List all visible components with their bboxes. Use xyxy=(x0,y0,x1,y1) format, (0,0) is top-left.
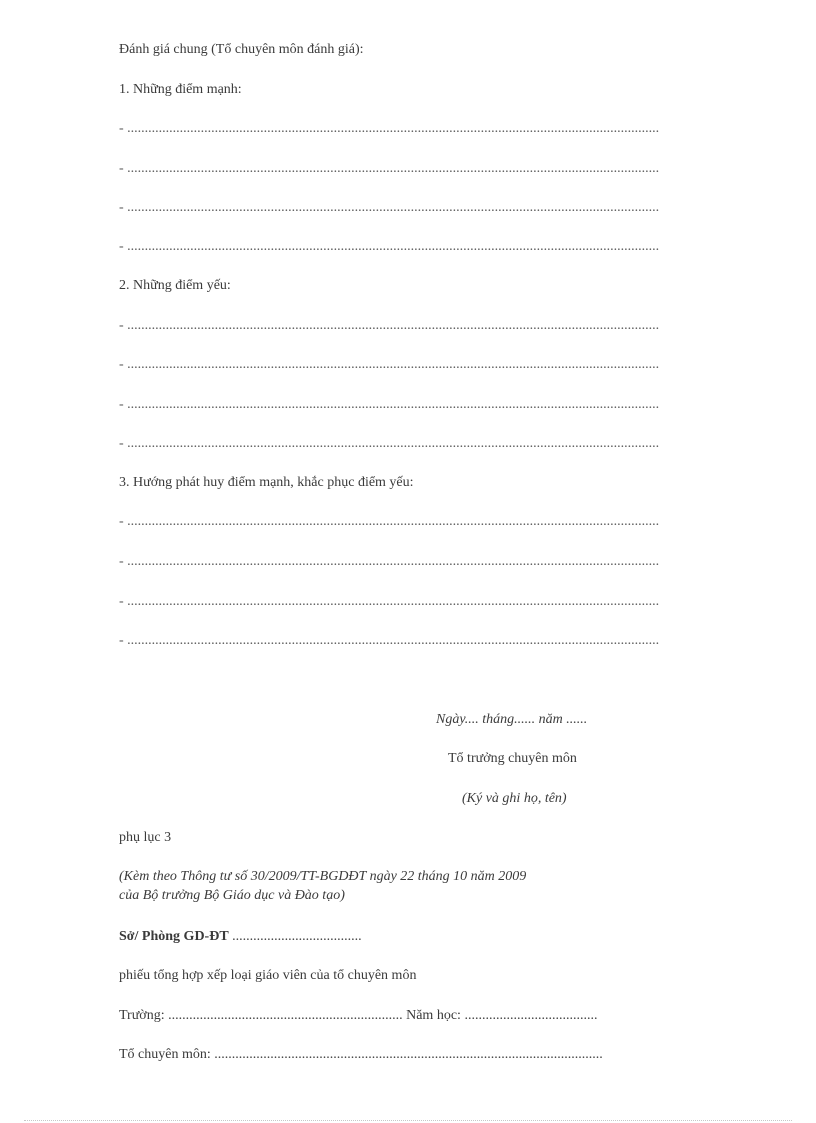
department-line xyxy=(119,928,362,946)
form-title: phiếu tổng hợp xếp loại giáo viên của tổ chuyên môn xyxy=(119,968,417,983)
appendix-reference-line2: của Bộ trưởng Bộ Giáo dục và Đào tạo) xyxy=(119,888,345,903)
strengths-heading: 1. Những điểm mạnh: xyxy=(119,82,242,97)
weakness-line: - ........................................................................................................................................................ xyxy=(119,318,660,333)
direction-line: - ........................................................................................................................................................ xyxy=(119,514,660,529)
strength-line: - ........................................................................................................................................................ xyxy=(119,161,660,176)
strength-line: - ........................................................................................................................................................ xyxy=(119,200,660,215)
team-line xyxy=(119,1046,603,1064)
direction-line: - ........................................................................................................................................................ xyxy=(119,633,660,648)
strength-line: - ........................................................................................................................................................ xyxy=(119,239,660,254)
team-label: Tổ chuyên môn: xyxy=(119,1047,211,1062)
year-label: Năm học: xyxy=(402,1008,461,1023)
weaknesses-heading: 2. Những điểm yếu: xyxy=(119,278,231,293)
school-dots: ................................................................... xyxy=(164,1008,403,1023)
department-label: Sở/ Phòng GD-ĐT xyxy=(119,929,229,944)
signature-note: (Ký và ghi họ, tên) xyxy=(462,791,567,806)
school-label: Trường: xyxy=(119,1008,165,1023)
department-dots: ..................................... xyxy=(228,929,362,944)
team-dots: ............................................................................................................... xyxy=(210,1047,603,1062)
weakness-line: - ........................................................................................................................................................ xyxy=(119,436,660,451)
direction-line: - ........................................................................................................................................................ xyxy=(119,554,660,569)
page-bottom-rule xyxy=(24,1120,792,1121)
appendix-label: phụ lục 3 xyxy=(119,830,172,845)
strength-line: - ........................................................................................................................................................ xyxy=(119,121,660,136)
weakness-line: - ........................................................................................................................................................ xyxy=(119,397,660,412)
direction-line: - ........................................................................................................................................................ xyxy=(119,594,660,609)
general-eval-heading: Đánh giá chung (Tổ chuyên môn đánh giá): xyxy=(119,42,364,57)
signature-date: Ngày.... tháng...... năm ...... xyxy=(436,712,588,727)
weakness-line: - ........................................................................................................................................................ xyxy=(119,357,660,372)
year-dots: ...................................... xyxy=(460,1008,598,1023)
directions-heading: 3. Hướng phát huy điểm mạnh, khắc phục điểm yếu: xyxy=(119,475,414,490)
signature-title: Tổ trưởng chuyên môn xyxy=(448,751,577,766)
appendix-reference-line1: (Kèm theo Thông tư số 30/2009/TT-BGDĐT ngày 22 tháng 10 năm 2009 xyxy=(119,869,527,884)
school-year-line xyxy=(119,1007,597,1025)
